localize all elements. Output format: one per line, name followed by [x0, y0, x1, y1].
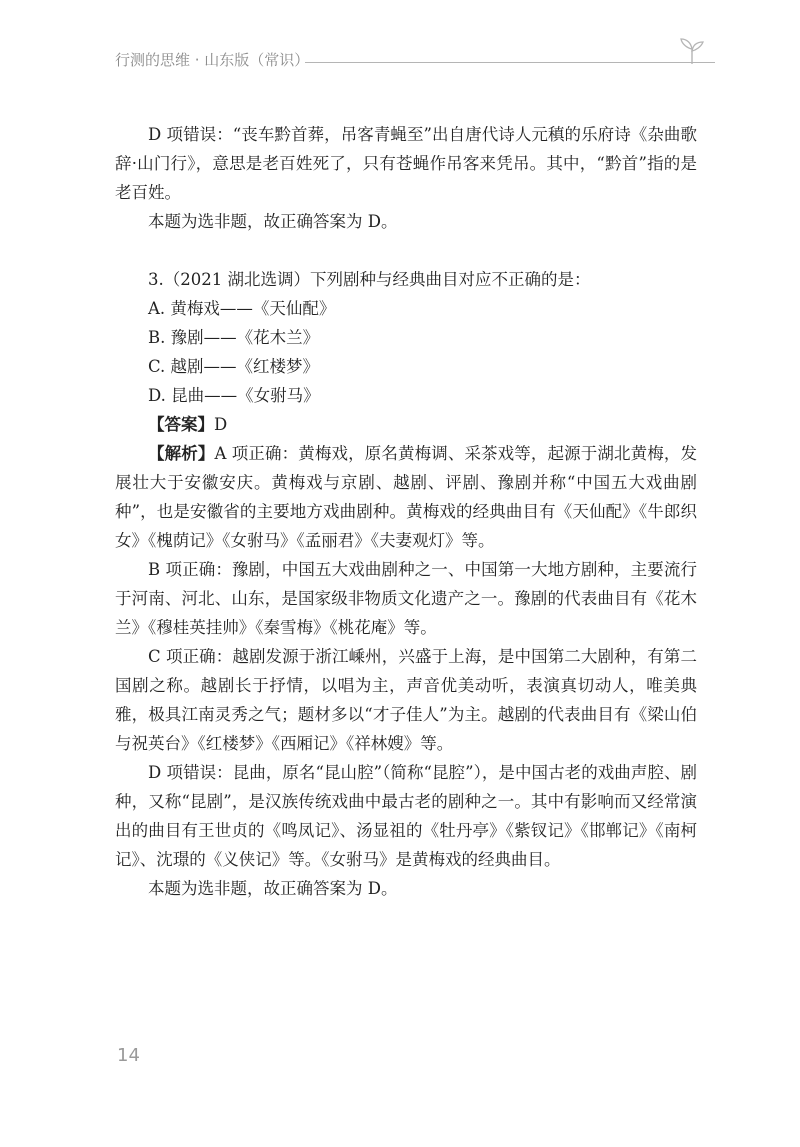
header-rule: [305, 62, 715, 63]
page-number: 14: [117, 1045, 140, 1066]
analysis-a: [115, 439, 697, 555]
question-stem: 3.（2021 湖北选调）下列剧种与经典曲目对应不正确的是：: [148, 270, 591, 289]
analysis-a-text: A 项正确：黄梅戏，原名黄梅调、采茶戏等，起源于湖北黄梅，发展壮大于安徽安庆。黄梅戏与京剧、越剧、评剧、豫剧并称“中国五大戏曲剧种”，也是安徽省的主要地方戏曲剧种。黄梅戏的经典曲目有《天仙配》《牛郎织女》《槐荫记》《女驸马》《孟丽君》《夫妻观灯》等。: [115, 444, 697, 550]
analysis-d: D 项错误：昆曲，原名“昆山腔”（简称“昆腔”），是中国古老的戏曲声腔、剧种，又称“昆剧”，是汉族传统戏曲中最古老的剧种之一。其中有影响而又经常演出的曲目有王世贞的《鸣凤记》、汤显祖的《牡丹亭》《紫钗记》《邯郸记》《南柯记》、沈璟的《义侠记》等。《女驸马》是黄梅戏的经典曲目。: [115, 763, 697, 869]
option-b: B. 豫剧——《花木兰》: [148, 328, 320, 347]
header-title: 行测的思维 · 山东版（常识）: [115, 51, 310, 69]
section-gap: [115, 236, 697, 265]
option-d: D. 昆曲——《女驸马》: [148, 386, 320, 405]
answer-value: D: [214, 415, 228, 434]
running-header: [115, 50, 715, 74]
answer-line: [115, 410, 697, 439]
page-content: [115, 120, 697, 903]
option-c: C. 越剧——《红楼梦》: [148, 357, 320, 376]
analysis-tag: 【解析】: [148, 444, 215, 463]
option-a: A. 黄梅戏——《天仙配》: [148, 299, 336, 318]
answer-tag: 【答案】: [148, 415, 214, 434]
question-conclusion: 本题为选非题，故正确答案为 D。: [148, 879, 398, 898]
analysis-b: B 项正确：豫剧，中国五大戏曲剧种之一、中国第一大地方剧种，主要流行于河南、河北、山东，是国家级非物质文化遗产之一。豫剧的代表曲目有《花木兰》《穆桂英挂帅》《秦雪梅》《桃花庵》等。: [115, 560, 697, 637]
sprout-icon: [678, 36, 706, 66]
prev-conclusion: 本题为选非题，故正确答案为 D。: [148, 212, 398, 231]
prev-d-wrong: D 项错误：“丧车黔首葬，吊客青蝇至”出自唐代诗人元稹的乐府诗《杂曲歌辞·山门行》，意思是老百姓死了，只有苍蝇作吊客来凭吊。其中，“黔首”指的是老百姓。: [115, 125, 697, 202]
analysis-c: C 项正确：越剧发源于浙江嵊州，兴盛于上海，是中国第二大剧种，有第二国剧之称。越剧长于抒情，以唱为主，声音优美动听，表演真切动人，唯美典雅，极具江南灵秀之气；题材多以“才子佳人”为主。越剧的代表曲目有《梁山伯与祝英台》《红楼梦》《西厢记》《祥林嫂》等。: [115, 647, 697, 753]
